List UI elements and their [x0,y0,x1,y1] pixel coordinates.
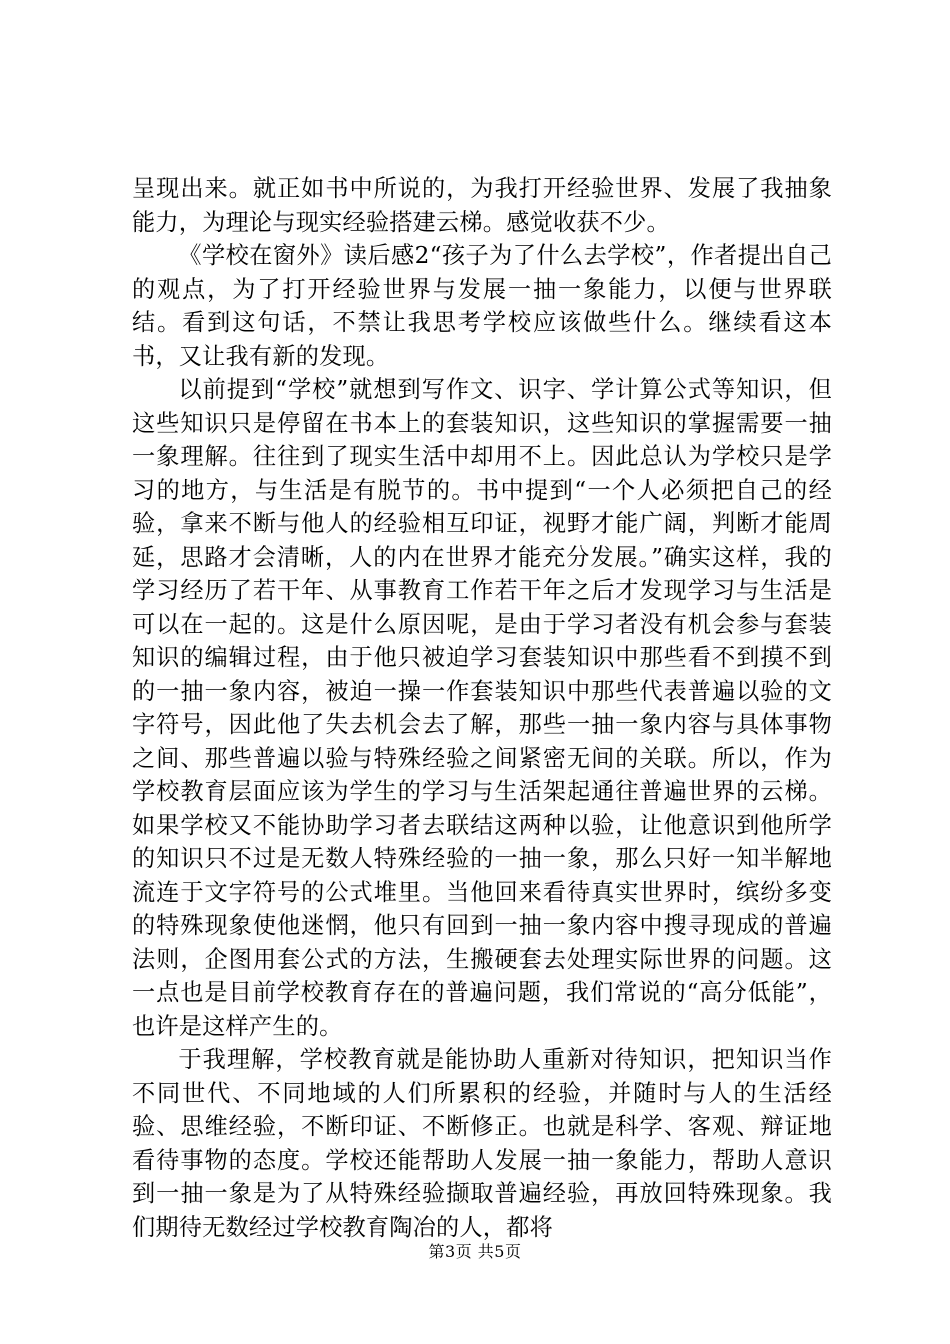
paragraph-1: 呈现出来。就正如书中所说的，为我打开经验世界、发展了我抽象能力，为理论与现实经验搭建云梯。感觉收获不少。 [132,175,832,236]
paragraph-2: 《学校在窗外》读后感2“孩子为了什么去学校”，作者提出自己的观点，为了打开经验世界与发展一抽一象能力，以便与世界联结。看到这句话，不禁让我思考学校应该做些什么。继续看这本书，又让我有新的发现。 [132,242,832,370]
paragraph-3: 以前提到“学校”就想到写作文、识字、学计算公式等知识，但这些知识只是停留在书本上的套装知识，这些知识的掌握需要一抽一象理解。往往到了现实生活中却用不上。因此总认为学校只是学习的地方，与生活是有脱节的。书中提到“一个人必须把自己的经验，拿来不断与他人的经验相互印证，视野才能广阔，判断才能周延，思路才会清晰，人的内在世界才能充分发展。”确实这样，我的学习经历了若干年、从事教育工作若干年之后才发现学习与生活是可以在一起的。这是什么原因呢，是由于学习者没有机会参与套装知识的编辑过程，由于他只被迫学习套装知识中那些看不到摸不到的一抽一象内容，被迫一操一作套装知识中那些代表普遍以验的文字符号，因此他了失去机会去了解，那些一抽一象内容与具体事物之间、那些普遍以验与特殊经验之间紧密无间的关联。所以，作为学校教育层面应该为学生的学习与生活架起通往普遍世界的云梯。如果学校又不能协助学习者去联结这两种以验，让他意识到他所学的知识只不过是无数人特殊经验的一抽一象，那么只好一知半解地流连于文字符号的公式堆里。当他回来看待真实世界时，缤纷多变的特殊现象使他迷惘，他只有回到一抽一象内容中搜寻现成的普遍法则，企图用套公式的方法，生搬硬套去处理实际世界的问题。这一点也是目前学校教育存在的普遍问题，我们常说的“高分低能”，也许是这样产生的。 [132,376,832,1040]
body-text [132,172,832,1244]
paragraph-4: 于我理解，学校教育就是能协助人重新对待知识，把知识当作不同世代、不同地域的人们所累积的经验，并随时与人的生活经验、思维经验，不断印证、不断修正。也就是科学、客观、辩证地看待事物的态度。学校还能帮助人发展一抽一象能力，帮助人意识到一抽一象是为了从特殊经验撷取普遍经验，再放回特殊现象。我们期待无数经过学校教育陶冶的人，都将 [132,1046,832,1241]
page-number-footer: 第3页 共5页 [428,1242,522,1261]
